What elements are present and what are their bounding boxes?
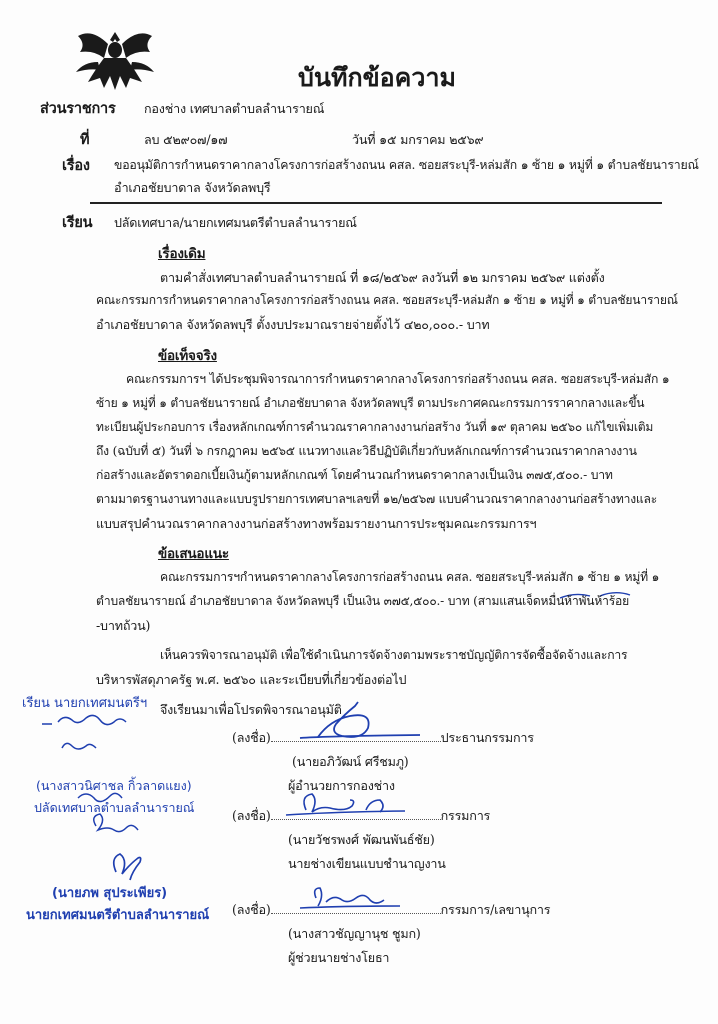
background-line: ตามคำสั่งเทศบาลตำบลลำนารายณ์ ที่ ๑๘/๒๕๖๙ ลงวันที่ ๑๒ มกราคม ๒๕๖๙ แต่งตั้ง (160, 270, 605, 285)
sign-role: กรรมการ (440, 808, 491, 823)
facts-line: ตามมาตรฐานงานทางและแบบรูปรายการเทศบาลฯเลขที่ ๑๒/๒๕๖๗ แบบคำนวณราคากลางงานก่อสร้างทางและ (96, 492, 658, 506)
sign-role: ประธานกรรมการ (440, 730, 534, 745)
signer-name: (นายอภิวัฒน์ ศรีชมภู) (292, 754, 409, 769)
facts-line: คณะกรรมการฯ ได้ประชุมพิจารณาการกำหนดราคากลางโครงการก่อสร้างถนน คสล. ซอยสระบุรี-หล่มสัก ๑ (126, 372, 670, 386)
unit-label: ส่วนราชการ (40, 100, 116, 117)
signature-block-2 (232, 806, 490, 826)
approval-line: เห็นควรพิจารณาอนุมัติ เพื่อใช้ดำเนินการจัดจ้างตามพระราชบัญญัติการจัดซื้อจัดจ้างและการ (160, 648, 628, 662)
signer-position: ผู้ช่วยนายช่างโยธา (288, 950, 390, 965)
background-line: อำเภอชัยบาดาล จังหวัดลพบุรี ตั้งงบประมาณรายจ่ายตั้งไว้ ๔๒๐,๐๐๐.- บาท (96, 317, 490, 332)
annotation-to-mayor: เรียน นายกเทศมนตรีฯ (22, 696, 148, 711)
proposal-line: -บาทถ้วน) (96, 618, 151, 633)
background-line: คณะกรรมการกำหนดราคากลางโครงการก่อสร้างถนน คสล. ซอยสระบุรี-หล่มสัก ๑ ซ้าย ๑ หมู่ที่ ๑ ตำบลชัยนารายณ์ (96, 293, 678, 307)
sign-role: กรรมการ/เลขานุการ (440, 902, 551, 917)
facts-heading: ข้อเท็จจริง (158, 348, 217, 364)
signature-line (271, 913, 441, 914)
to-value: ปลัดเทศบาล/นายกเทศมนตรีตำบลลำนารายณ์ (114, 215, 357, 230)
signer-position: นายช่างเขียนแบบชำนาญงาน (288, 856, 446, 871)
memo-title: บันทึกข้อความ (298, 63, 456, 92)
approval-line: บริหารพัสดุภาครัฐ พ.ศ. ๒๕๖๐ และระเบียบที่เกี่ยวข้องต่อไป (96, 672, 407, 687)
signature-block-3 (232, 900, 550, 920)
closing-text: จึงเรียนมาเพื่อโปรดพิจารณาอนุมัติ (160, 702, 342, 717)
mayor-name: (นายภพ สุประเพียร) (52, 886, 168, 901)
ref-label: ที่ (80, 131, 90, 148)
subject-label: เรื่อง (62, 157, 90, 174)
garuda-emblem-icon (76, 32, 154, 90)
facts-line: ทะเบียนผู้ประกอบการ เรื่องหลักเกณฑ์การคำนวณราคากลางงานก่อสร้าง วันที่ ๑๙ ตุลาคม ๒๕๖๐ แก้ไขเพิ่มเติม (96, 420, 654, 434)
signature-line (271, 741, 441, 742)
proposal-line: ตำบลชัยนารายณ์ อำเภอชัยบาดาล จังหวัดลพบุรี เป็นเงิน ๓๗๕,๕๐๐.- บาท (สามแสนเจ็ดหมื่นห้าพันห้าร้อย (96, 594, 629, 608)
background-heading: เรื่องเดิม (158, 246, 206, 262)
to-label: เรียน (62, 214, 93, 231)
memo-date: วันที่ ๑๕ มกราคม ๒๕๖๙ (352, 132, 484, 147)
subject-line-1: ขออนุมัติการกำหนดราคากลางโครงการก่อสร้างถนน คสล. ซอยสระบุรี-หล่มสัก ๑ ซ้าย ๑ หมู่ที่ ๑ ตำบลชัยนารายณ์ (114, 158, 699, 172)
facts-line: ถึง (ฉบับที่ ๕) วันที่ ๖ กรกฎาคม ๒๕๖๕ แนวทางและวิธีปฏิบัติเกี่ยวกับหลักเกณฑ์การคำนวณราคากลางงาน (96, 444, 637, 458)
proposal-line: คณะกรรมการฯกำหนดราคากลางโครงการก่อสร้างถนน คสล. ซอยสระบุรี-หล่มสัก ๑ ซ้าย ๑ หมู่ที่ ๑ (160, 570, 660, 584)
signer-name: (นางสาวชัญญานุช ชูมก) (288, 926, 421, 941)
facts-line: แบบสรุปคำนวณราคากลางงานก่อสร้างทางพร้อมรายงานการประชุมคณะกรรมการฯ (96, 516, 537, 531)
facts-line: ก่อสร้างและอัตราดอกเบี้ยเงินกู้ตามหลักเกณฑ์ โดยคำนวณกำหนดราคากลางเป็นเงิน ๓๗๕,๕๐๐.- บาท (96, 468, 613, 482)
ref-value: ลบ ๕๒๙๐๗/๑๗ (144, 132, 228, 147)
facts-line: ซ้าย ๑ หมู่ที่ ๑ ตำบลชัยนารายณ์ อำเภอชัยบาดาล จังหวัดลพบุรี ตามประกาศคณะกรรมการราคากลางและขึ้น (96, 396, 645, 410)
header-divider (90, 202, 662, 204)
signature-line (271, 819, 441, 820)
mayor-title: นายกเทศมนตรีตำบลลำนารายณ์ (26, 908, 210, 923)
sign-prefix: (ลงชื่อ) (232, 730, 271, 745)
signature-mayor (114, 854, 141, 880)
signer-name: (นายวัชรพงศ์ พัฒนพันธ์ชัย) (288, 832, 435, 847)
subject-line-2: อำเภอชัยบาดาล จังหวัดลพบุรี (114, 180, 271, 195)
signature-block-1 (232, 728, 534, 748)
sign-prefix: (ลงชื่อ) (232, 808, 271, 823)
signer-position: ผู้อำนวยการกองช่าง (288, 778, 395, 793)
unit-value: กองช่าง เทศบาลตำบลลำนารายณ์ (144, 101, 325, 116)
clerk-title: ปลัดเทศบาลตำบลลำนารายณ์ (34, 800, 195, 815)
clerk-name: (นางสาวนิศาชล กิ้วลาดแยง) (36, 778, 192, 793)
sign-prefix: (ลงชื่อ) (232, 902, 271, 917)
proposal-heading: ข้อเสนอแนะ (158, 546, 229, 562)
